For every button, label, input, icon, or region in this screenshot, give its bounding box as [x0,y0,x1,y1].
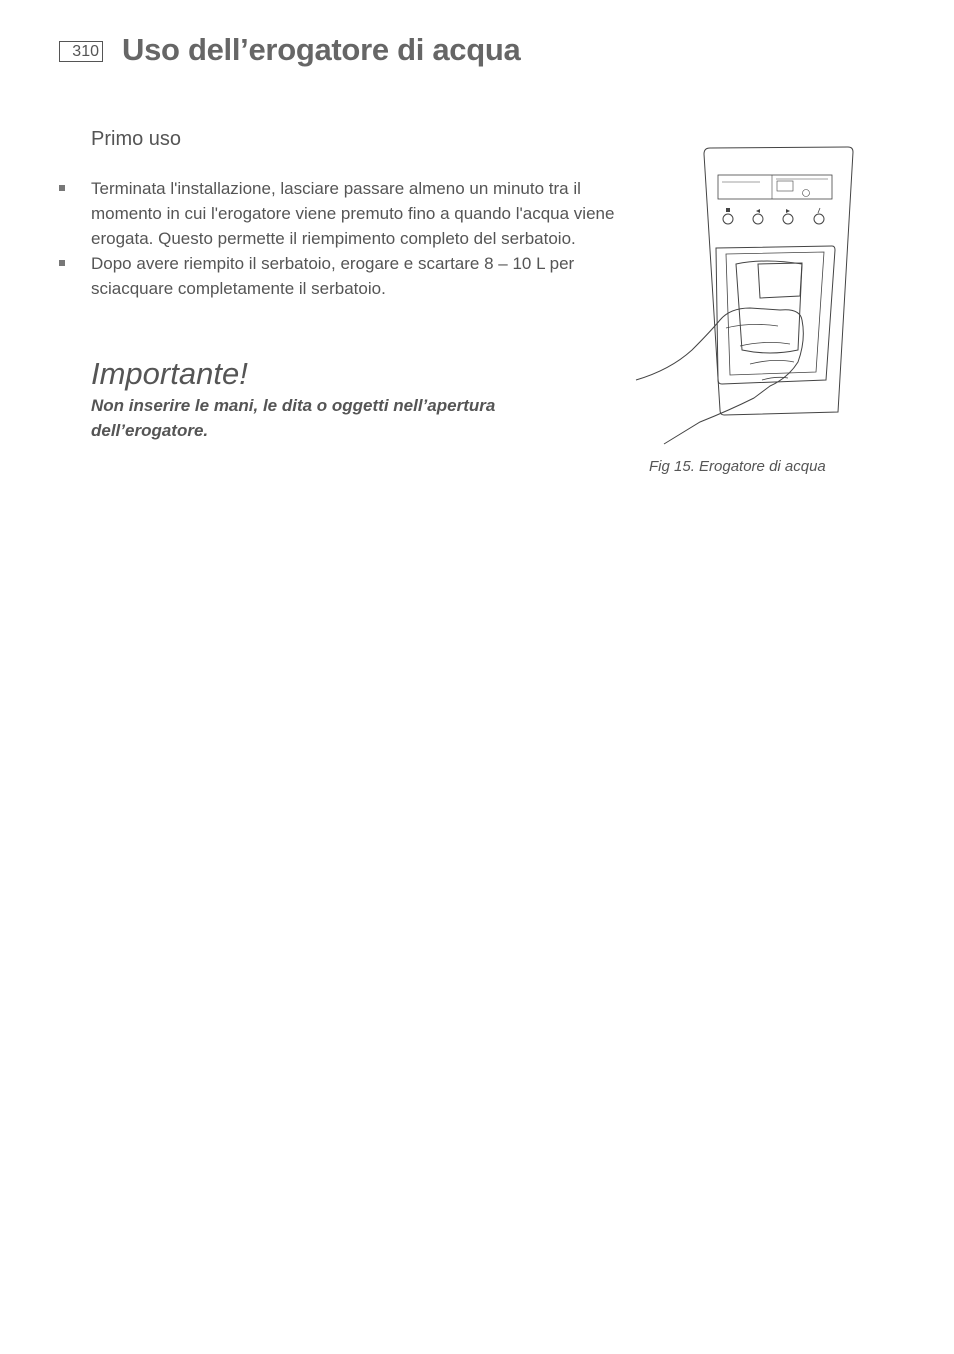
important-heading: Importante! [91,356,248,391]
section-heading: Primo uso [91,128,182,150]
page-title: Uso dell’erogatore di acqua [122,32,521,67]
glass [736,261,802,353]
list-item [91,251,616,301]
dispenser-paddle [758,263,802,298]
list-item-text: Terminata l'installazione, lasciare passare almeno un minuto tra il momento in cui l'erogatore viene premuto fino a quando l'acqua viene erogata. Questo permette il riempimento completo del serbatoio. [91,179,615,248]
control-display [718,175,832,199]
list-item [91,176,616,251]
dispenser-button [814,214,824,224]
square-bullet-icon [59,260,65,266]
list-item-text: Dopo avere riempito il serbatoio, erogare e scartare 8 – 10 L per sciacquare completamente il serbatoio. [91,254,575,298]
dispenser-button [783,214,793,224]
dispenser-button [753,214,763,224]
hand [636,308,803,444]
dispenser-recess [716,246,835,384]
figure-caption: Fig 15. Erogatore di acqua [649,458,826,475]
water-dispenser-illustration [630,140,865,450]
dispenser-button [723,214,733,224]
important-text: Non inserire le mani, le dita o oggetti nell’apertura dell’erogatore. [91,396,496,440]
bullet-list [91,176,616,301]
page-number: 310 [59,41,103,62]
square-bullet-icon [59,185,65,191]
dispenser-panel [704,147,853,415]
